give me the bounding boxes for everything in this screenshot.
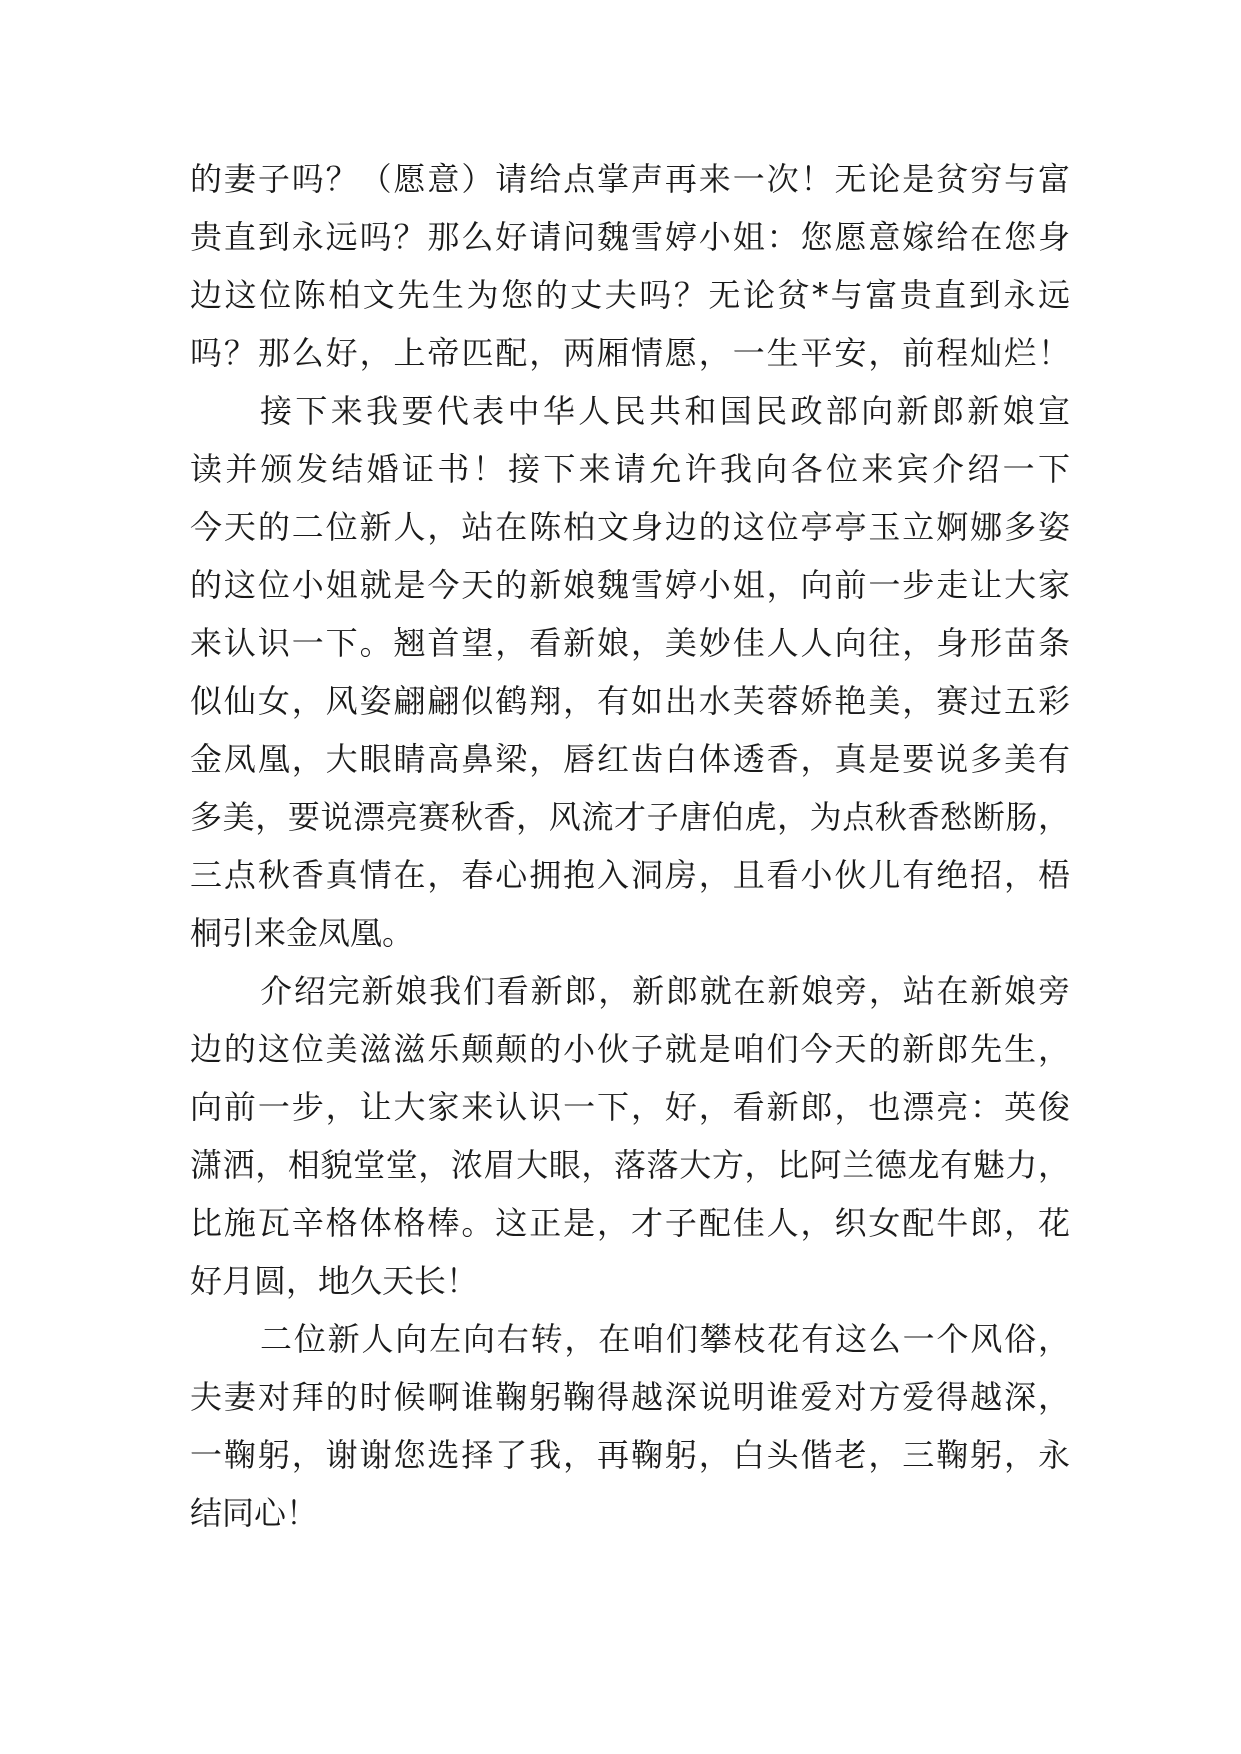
text-line: 好月圆，地久天长！ [190, 1262, 479, 1300]
text-line: 结同心！ [190, 1494, 319, 1532]
text-line: 来认识一下。翘首望，看新娘，美妙佳人人向往，身形苗条 [190, 624, 1070, 662]
text-line: 的妻子吗？（愿意）请给点掌声再来一次！无论是贫穷与富 [190, 160, 1070, 198]
text-line: 吗？那么好，上帝匹配，两厢情愿，一生平安，前程灿烂！ [190, 334, 1070, 372]
text-line: 读并颁发结婚证书！接下来请允许我向各位来宾介绍一下 [190, 450, 1070, 488]
text-line: 一鞠躬，谢谢您选择了我，再鞠躬，白头偕老，三鞠躬，永 [190, 1436, 1070, 1474]
text-line: 比施瓦辛格体格棒。这正是，才子配佳人，织女配牛郎，花 [190, 1204, 1070, 1242]
text-line: 向前一步，让大家来认识一下，好，看新郎，也漂亮：英俊 [190, 1088, 1070, 1126]
text-line: 桐引来金凤凰。 [190, 914, 415, 952]
text-line: 的这位小姐就是今天的新娘魏雪婷小姐，向前一步走让大家 [190, 566, 1070, 604]
text-line: 贵直到永远吗？那么好请问魏雪婷小姐：您愿意嫁给在您身 [190, 218, 1070, 256]
text-line: 边的这位美滋滋乐颠颠的小伙子就是咱们今天的新郎先生， [190, 1030, 1070, 1068]
text-line: 似仙女，风姿翩翩似鹤翔，有如出水芙蓉娇艳美，赛过五彩 [190, 682, 1070, 720]
body-text [190, 150, 1070, 1542]
text-line: 金凤凰，大眼睛高鼻梁，唇红齿白体透香，真是要说多美有 [190, 740, 1070, 778]
text-line: 边这位陈柏文先生为您的丈夫吗？无论贫*与富贵直到永远 [190, 276, 1070, 314]
text-line: 潇洒，相貌堂堂，浓眉大眼，落落大方，比阿兰德龙有魅力， [190, 1146, 1070, 1184]
text-line: 多美，要说漂亮赛秋香，风流才子唐伯虎，为点秋香愁断肠， [190, 798, 1070, 836]
text-line: 今天的二位新人，站在陈柏文身边的这位亭亭玉立婀娜多姿 [190, 508, 1070, 546]
text-line: 夫妻对拜的时候啊谁鞠躬鞠得越深说明谁爱对方爱得越深， [190, 1378, 1070, 1416]
paragraph-first-line: 接下来我要代表中华人民共和国民政部向新郎新娘宣 [260, 392, 1070, 430]
paragraph-first-line: 二位新人向左向右转，在咱们攀枝花有这么一个风俗， [260, 1320, 1070, 1358]
text-line: 三点秋香真情在，春心拥抱入洞房，且看小伙儿有绝招，梧 [190, 856, 1070, 894]
paragraph-first-line: 介绍完新娘我们看新郎，新郎就在新娘旁，站在新娘旁 [260, 972, 1070, 1010]
